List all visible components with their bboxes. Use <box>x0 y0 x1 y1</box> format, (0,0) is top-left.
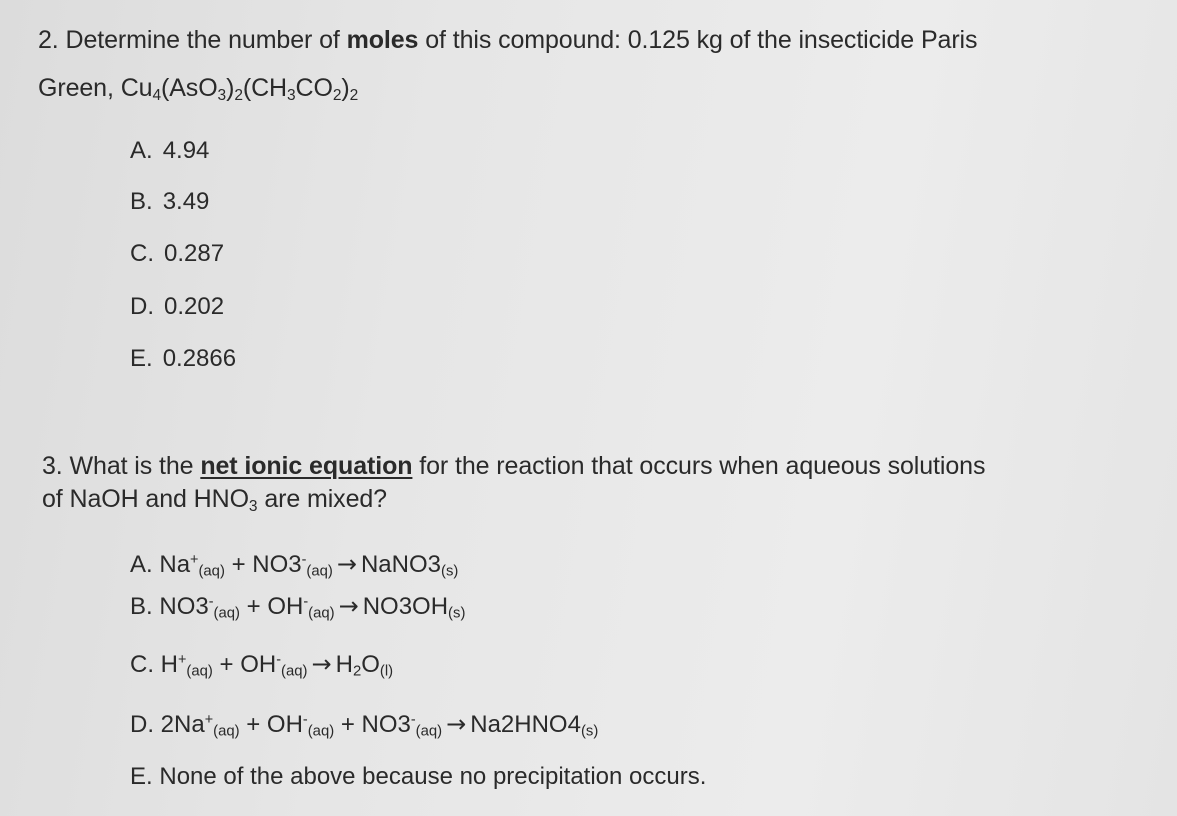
question-3-option-d[interactable] <box>130 710 598 740</box>
option-letter: C. <box>130 651 154 678</box>
question-3-line2-sub: 3 <box>248 497 258 515</box>
question-2-number: 2. <box>38 26 59 54</box>
option-letter: A. <box>130 551 153 578</box>
option-letter: E. <box>130 345 153 372</box>
question-3-option-b[interactable] <box>130 592 465 622</box>
option-text: None of the above because no precipitation occurs. <box>159 763 707 790</box>
question-3-number: 3. <box>42 452 63 480</box>
question-3-underlined-term: net ionic equation <box>200 452 413 480</box>
paris-green-formula <box>121 74 358 102</box>
question-2-option-b[interactable] <box>130 188 209 216</box>
formula-sub: 2 <box>349 86 359 104</box>
question-3-line-1 <box>42 452 985 481</box>
question-3-option-e[interactable] <box>130 763 706 791</box>
question-3-line2-after: are mixed? <box>264 485 387 513</box>
question-2-text-before: Determine the number of <box>65 26 340 54</box>
formula-part: ) <box>341 74 350 102</box>
equation-d: $2Na^+_{(aq)} + OH^-_{(aq)} + NO3^-_{(aq)} \to Na2HNO4_{(s)}$ <box>160 710 599 740</box>
question-2-line-2 <box>38 74 358 105</box>
question-3-line-2 <box>42 485 387 516</box>
question-2-line2-text: Green, <box>38 74 114 102</box>
question-3-text-before: What is the <box>69 452 194 480</box>
question-3-option-c[interactable] <box>130 650 393 680</box>
arrow-icon: → <box>446 710 467 738</box>
option-letter: A. <box>130 137 153 164</box>
formula-part: ) <box>226 74 235 102</box>
formula-part: (AsO <box>161 74 218 102</box>
question-2-option-c[interactable] <box>130 240 224 268</box>
formula-sub: 2 <box>234 86 243 104</box>
option-value: 4.94 <box>162 137 210 164</box>
question-2-option-e[interactable] <box>130 345 236 373</box>
option-letter: C. <box>130 240 154 267</box>
option-letter: E. <box>130 763 153 790</box>
formula-sub: 3 <box>286 86 296 104</box>
arrow-icon: → <box>311 650 332 678</box>
option-value: 0.202 <box>164 293 225 320</box>
formula-part: (CH <box>242 74 287 102</box>
question-2-option-a[interactable] <box>130 137 209 165</box>
question-2-bold-word: moles <box>346 26 419 54</box>
question-2-text-after: of this compound: 0.125 kg of the insecticide Paris <box>425 26 978 54</box>
formula-sub: 3 <box>217 86 227 104</box>
formula-sub: 2 <box>332 86 342 104</box>
equation-c: $H^+_{(aq)} + OH^-_{(aq)} \to H_2O_{(l)}$ <box>160 650 394 680</box>
equation-a: $Na^+_{(aq)} + NO3^-_{(aq)}$ → $NaNO3_{(s)}$ <box>159 550 459 580</box>
question-3-option-a[interactable] <box>130 550 458 580</box>
arrow-icon: → <box>338 592 359 620</box>
formula-part: Cu <box>120 74 153 102</box>
question-3-text-after: for the reaction that occurs when aqueous solutions <box>419 452 986 480</box>
arrow-icon: → <box>336 550 357 578</box>
option-value: 0.2866 <box>162 345 237 372</box>
option-letter: D. <box>130 293 154 320</box>
question-3-line2-before: of NaOH and HNO <box>42 485 249 513</box>
option-letter: D. <box>130 711 154 738</box>
option-value: 0.287 <box>164 240 225 267</box>
option-letter: B. <box>130 188 153 215</box>
equation-b: $NO3^-_{(aq)} + OH^-_{(aq)} \to NO3OH_{(s)}$ <box>159 592 466 622</box>
option-value: 3.49 <box>162 188 210 215</box>
option-letter: B. <box>130 593 153 620</box>
formula-part: CO <box>295 74 333 102</box>
question-2-line-1 <box>38 26 977 55</box>
question-2-option-d[interactable] <box>130 293 224 321</box>
formula-sub: 4 <box>152 86 161 104</box>
